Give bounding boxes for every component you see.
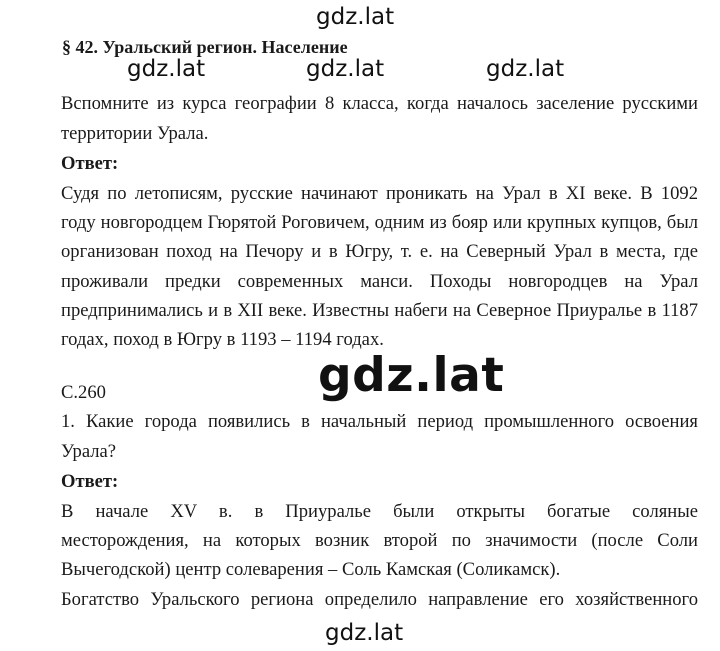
answer1-label: Ответ: [61, 153, 119, 174]
answer2-line: Вычегодской) центр солеварения – Соль Камская (Соликамск). [61, 559, 561, 580]
answer1-line: годах, поход в Югру в 1193 – 1194 годах. [61, 329, 384, 350]
question1-line1: Вспомните из курса географии 8 класса, когда началось заселение русскими [61, 93, 698, 114]
answer2-line: Богатство Уральского региона определило направление его хозяйственного [61, 589, 698, 610]
watermark-row-left: gdz.lat [127, 56, 206, 82]
question2-line1: 1. Какие города появились в начальный период промышленного освоения [61, 411, 698, 432]
section-heading: § 42. Уральский регион. Население [62, 37, 348, 57]
question1-line2: территории Урала. [61, 123, 209, 144]
answer1-line: организован поход на Печору и в Югру, т. е. на Северный Урал в места, где [61, 241, 698, 262]
answer1-line: проживали предки современных манси. Походы новгородцев на Урал [61, 271, 698, 292]
answer1-line: году новгородцем Гюрятой Роговичем, одним из бояр или крупных купцов, был [61, 212, 698, 233]
answer1-line: предпринимались и в XII веке. Известны набеги на Северное Приуралье в 1187 [61, 300, 698, 321]
page-reference: С.260 [61, 382, 106, 403]
watermark-top: gdz.lat [316, 4, 395, 30]
answer2-label: Ответ: [61, 471, 119, 492]
watermark-row-mid: gdz.lat [306, 56, 385, 82]
watermark-center-large: gdz.lat [318, 348, 505, 403]
answer1-line: Судя по летописям, русские начинают проникать на Урал в XI веке. В 1092 [61, 183, 698, 204]
answer2-line: В начале XV в. в Приуралье были открыты богатые соляные [61, 501, 698, 522]
question2-line2: Урала? [61, 441, 117, 462]
watermark-bottom: gdz.lat [325, 620, 404, 646]
watermark-row-right: gdz.lat [486, 56, 565, 82]
answer2-line: месторождения, на которых возник второй по значимости (после Соли [61, 530, 698, 551]
